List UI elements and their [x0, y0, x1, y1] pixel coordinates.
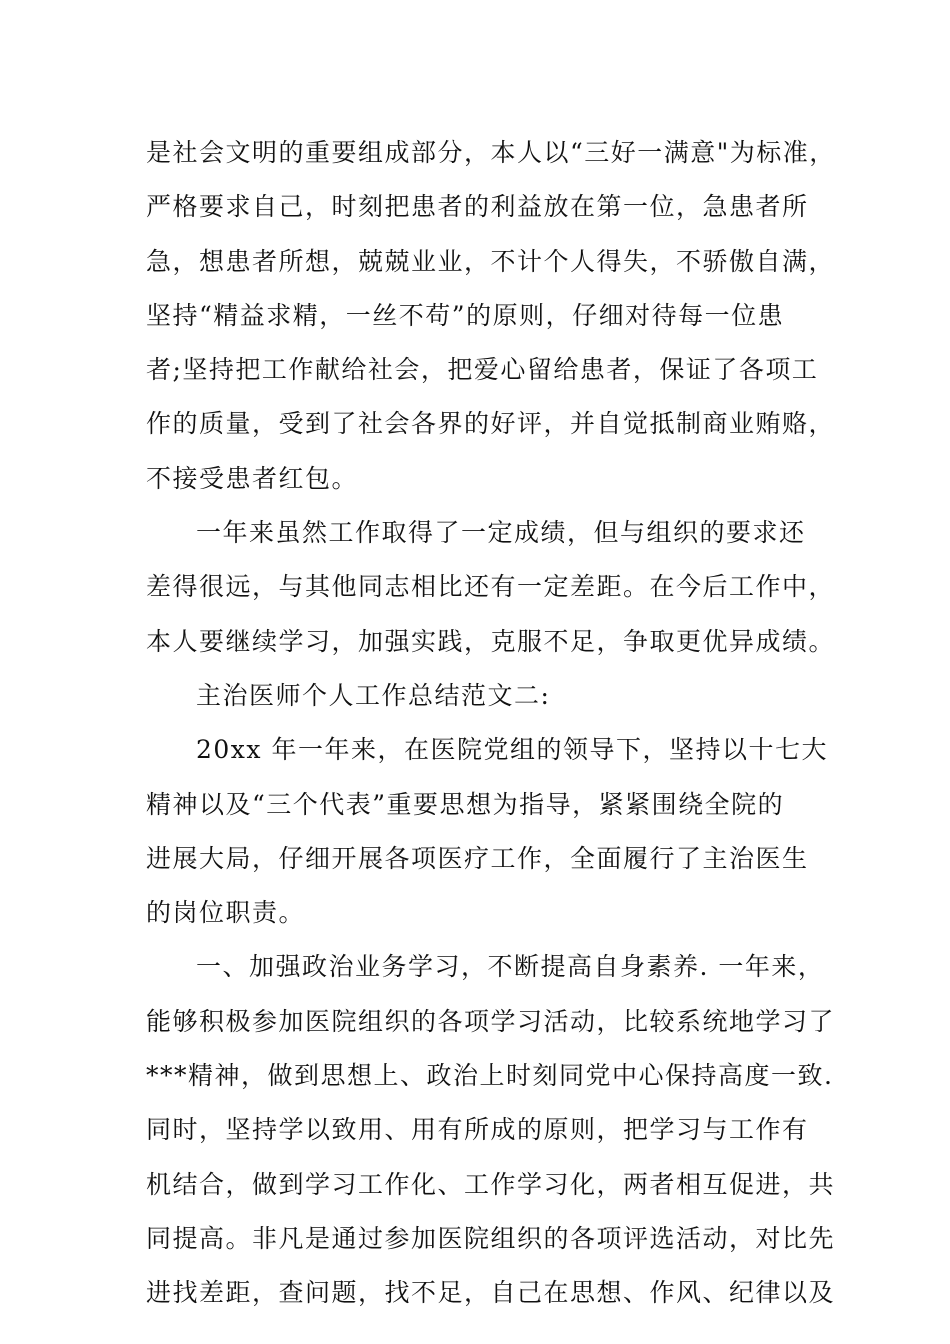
text-line: 进展大局，仔细开展各项医疗工作，全面履行了主治医生 — [146, 843, 809, 873]
text-line: 本人要继续学习，加强实践，克服不足，争取更优异成绩。 — [146, 626, 836, 656]
text-line: ***精神，做到思想上、政治上时刻同党中心保持高度一致. — [146, 1061, 834, 1091]
section-heading: 主治医师个人工作总结范文二: — [196, 680, 551, 710]
paragraph-start-line: 一年来虽然工作取得了一定成绩，但与组织的要求还 — [196, 518, 806, 548]
text-line: 是社会文明的重要组成部分，本人以“三好一满意"为标准， — [146, 138, 836, 167]
text-line: 者;坚持把工作献给社会，把爱心留给患者，保证了各项工 — [146, 355, 819, 385]
text-line: 不接受患者红包。 — [146, 463, 359, 493]
text-line: 精神以及“三个代表”重要思想为指导，紧紧围绕全院的 — [146, 789, 785, 819]
text-line: 同提高。非凡是通过参加医院组织的各项评选活动，对比先 — [146, 1223, 836, 1253]
text-line: 能够积极参加医院组织的各项学习活动，比较系统地学习了 — [146, 1006, 836, 1036]
text-line: 同时，坚持学以致用、用有所成的原则，把学习与工作有 — [146, 1115, 809, 1145]
paragraph-start-line: 20xx 年一年来，在医院党组的领导下，坚持以十七大 — [196, 735, 828, 765]
text-line: 机结合，做到学习工作化、工作学习化，两者相互促进，共 — [146, 1169, 836, 1199]
text-line: 坚持“精益求精，一丝不苟”的原则，仔细对待每一位患 — [146, 300, 785, 330]
text-line: 严格要求自己，时刻把患者的利益放在第一位，急患者所 — [146, 192, 809, 222]
paragraph-start-line: 一、加强政治业务学习，不断提高自身素养. 一年来， — [196, 952, 825, 982]
text-line: 的岗位职责。 — [146, 898, 306, 928]
document-body — [146, 126, 836, 1321]
text-line: 急，想患者所想，兢兢业业，不计个人得失，不骄傲自满， — [146, 246, 836, 276]
text-line: 作的质量，受到了社会各界的好评，并自觉抵制商业贿赂， — [146, 409, 836, 439]
text-line: 差得很远，与其他同志相比还有一定差距。在今后工作中， — [146, 572, 836, 602]
text-line: 进找差距，查问题，找不足，自己在思想、作风、纪律以及 — [146, 1278, 836, 1308]
